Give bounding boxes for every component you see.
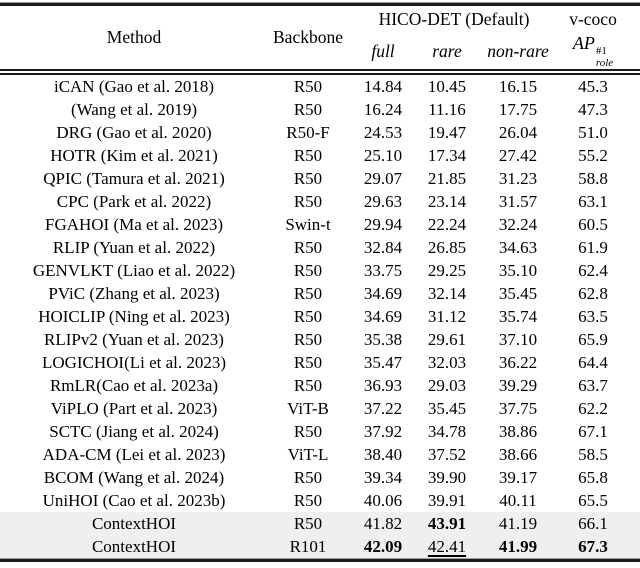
table-header <box>0 6 640 72</box>
full-cell: 16.24 <box>363 100 403 120</box>
backbone-cell: R50 <box>293 261 323 281</box>
table-row <box>0 512 640 535</box>
full-cell: 42.09 <box>363 537 403 557</box>
nonrare-cell: 40.11 <box>499 491 537 511</box>
nonrare-cell: 41.99 <box>498 537 538 557</box>
method-cell: RLIP (Yuan et al. 2022) <box>52 238 216 258</box>
column-header-backbone: Backbone <box>268 6 348 72</box>
full-cell: 34.69 <box>363 284 403 304</box>
nonrare-cell: 27.42 <box>498 146 538 166</box>
nonrare-cell: 35.74 <box>498 307 538 327</box>
column-header-ap-role <box>560 33 640 72</box>
vcoco-cell: 65.9 <box>578 330 608 350</box>
nonrare-cell: 37.75 <box>498 399 538 419</box>
vcoco-cell: 58.8 <box>578 169 608 189</box>
nonrare-cell: 38.66 <box>498 445 538 465</box>
vcoco-cell: 45.3 <box>578 77 608 97</box>
vcoco-cell: 65.8 <box>578 468 608 488</box>
column-header-nonrare: non-rare <box>476 33 560 72</box>
method-cell: iCAN (Gao et al. 2018) <box>53 77 215 97</box>
rare-cell: 26.85 <box>427 238 467 258</box>
rare-cell: 34.78 <box>427 422 467 442</box>
nonrare-cell: 41.19 <box>498 514 538 534</box>
table-row <box>0 72 640 98</box>
method-cell: DRG (Gao et al. 2020) <box>56 123 212 143</box>
backbone-cell: R50 <box>293 514 323 534</box>
nonrare-cell: 16.15 <box>498 77 538 97</box>
backbone-cell: R50 <box>293 491 323 511</box>
rare-cell: 43.91 <box>427 514 467 534</box>
table-row <box>0 305 640 328</box>
backbone-cell: R50 <box>293 192 323 212</box>
nonrare-cell: 35.45 <box>498 284 538 304</box>
rare-cell: 39.90 <box>427 468 467 488</box>
full-cell: 36.93 <box>363 376 403 396</box>
full-cell: 40.06 <box>363 491 403 511</box>
method-cell: QPIC (Tamura et al. 2021) <box>43 169 225 189</box>
method-cell: HOTR (Kim et al. 2021) <box>50 146 218 166</box>
nonrare-cell: 36.22 <box>498 353 538 373</box>
vcoco-cell: 62.2 <box>578 399 608 419</box>
rare-cell: 32.14 <box>427 284 467 304</box>
method-cell: GENVLKT (Liao et al. 2022) <box>32 261 236 281</box>
table-row <box>0 397 640 420</box>
backbone-cell: R50 <box>293 146 323 166</box>
full-cell: 34.69 <box>363 307 403 327</box>
method-cell: UniHOI (Cao et al. 2023b) <box>42 491 226 511</box>
table-row <box>0 443 640 466</box>
backbone-cell: R50-F <box>286 123 330 143</box>
table-body <box>0 72 640 558</box>
table-row <box>0 535 640 558</box>
vcoco-cell: 63.5 <box>578 307 608 327</box>
nonrare-cell: 31.23 <box>498 169 538 189</box>
nonrare-cell: 37.10 <box>498 330 538 350</box>
backbone-cell: ViT-L <box>287 445 329 465</box>
backbone-cell: R50 <box>293 376 323 396</box>
rare-cell: 11.16 <box>428 100 466 120</box>
full-cell: 37.22 <box>363 399 403 419</box>
backbone-cell: R50 <box>293 100 323 120</box>
results-table <box>0 6 640 558</box>
vcoco-cell: 62.8 <box>578 284 608 304</box>
backbone-cell: Swin-t <box>285 215 331 235</box>
vcoco-cell: 60.5 <box>578 215 608 235</box>
method-cell: CPC (Park et al. 2022) <box>56 192 212 212</box>
rare-cell: 10.45 <box>427 77 467 97</box>
column-header-method: Method <box>0 6 268 72</box>
full-cell: 24.53 <box>363 123 403 143</box>
full-cell: 32.84 <box>363 238 403 258</box>
table-row <box>0 328 640 351</box>
backbone-cell: R50 <box>293 284 323 304</box>
vcoco-cell: 66.1 <box>578 514 608 534</box>
backbone-cell: R50 <box>293 238 323 258</box>
full-cell: 35.38 <box>363 330 403 350</box>
vcoco-cell: 58.5 <box>578 445 608 465</box>
vcoco-cell: 62.4 <box>578 261 608 281</box>
vcoco-cell: 65.5 <box>578 491 608 511</box>
method-cell: PViC (Zhang et al. 2023) <box>48 284 220 304</box>
rare-cell: 29.61 <box>427 330 467 350</box>
vcoco-cell: 64.4 <box>578 353 608 373</box>
table-row <box>0 144 640 167</box>
vcoco-cell: 67.3 <box>578 537 608 557</box>
full-cell: 37.92 <box>363 422 403 442</box>
rare-cell: 37.52 <box>427 445 467 465</box>
method-cell: LOGICHOI(Li et al. 2023) <box>41 353 227 373</box>
rare-cell: 21.85 <box>427 169 467 189</box>
method-cell: HOICLIP (Ning et al. 2023) <box>38 307 230 327</box>
column-header-rare: rare <box>418 33 476 72</box>
table-row <box>0 190 640 213</box>
full-cell: 29.63 <box>363 192 403 212</box>
rare-cell: 22.24 <box>427 215 467 235</box>
backbone-cell: R50 <box>293 77 323 97</box>
backbone-cell: R50 <box>293 468 323 488</box>
full-cell: 29.07 <box>363 169 403 189</box>
vcoco-cell: 51.0 <box>578 123 608 143</box>
full-cell: 41.82 <box>363 514 403 534</box>
table-row <box>0 167 640 190</box>
vcoco-cell: 55.2 <box>578 146 608 166</box>
method-cell: ContextHOI <box>91 514 177 534</box>
rare-cell: 31.12 <box>427 307 467 327</box>
table-row <box>0 121 640 144</box>
full-cell: 25.10 <box>363 146 403 166</box>
full-cell: 33.75 <box>363 261 403 281</box>
backbone-cell: R50 <box>293 422 323 442</box>
nonrare-cell: 38.86 <box>498 422 538 442</box>
table-row <box>0 351 640 374</box>
full-cell: 38.40 <box>363 445 403 465</box>
table-row <box>0 259 640 282</box>
rare-cell: 39.91 <box>427 491 467 511</box>
nonrare-cell: 31.57 <box>498 192 538 212</box>
rare-cell: 19.47 <box>427 123 467 143</box>
column-group-hico-det: HICO-DET (Default) <box>378 9 530 29</box>
full-cell: 39.34 <box>363 468 403 488</box>
table-row <box>0 98 640 121</box>
rare-cell: 32.03 <box>427 353 467 373</box>
table-row <box>0 489 640 512</box>
vcoco-cell: 47.3 <box>578 100 608 120</box>
nonrare-cell: 26.04 <box>498 123 538 143</box>
header-group-row <box>0 6 640 33</box>
backbone-cell: R50 <box>293 307 323 327</box>
vcoco-cell: 61.9 <box>578 238 608 258</box>
vcoco-cell: 67.1 <box>578 422 608 442</box>
backbone-cell: R101 <box>289 537 327 557</box>
ap-subscript: role <box>595 56 614 69</box>
column-header-full: full <box>348 33 418 72</box>
backbone-cell: R50 <box>293 169 323 189</box>
table-row <box>0 374 640 397</box>
ap-role-notation: AP #1 role <box>572 33 614 69</box>
ap-superscript: #1 <box>595 45 607 57</box>
vcoco-cell: 63.7 <box>578 376 608 396</box>
backbone-cell: R50 <box>293 353 323 373</box>
rare-cell: 17.34 <box>427 146 467 166</box>
table-row <box>0 282 640 305</box>
method-cell: RmLR(Cao et al. 2023a) <box>49 376 219 396</box>
table-bottom-rule <box>0 558 640 562</box>
vcoco-cell: 63.1 <box>578 192 608 212</box>
nonrare-cell: 34.63 <box>498 238 538 258</box>
backbone-cell: ViT-B <box>287 399 329 419</box>
full-cell: 35.47 <box>363 353 403 373</box>
nonrare-cell: 39.17 <box>498 468 538 488</box>
full-cell: 14.84 <box>363 77 403 97</box>
method-cell: ADA-CM (Lei et al. 2023) <box>42 445 226 465</box>
full-cell: 29.94 <box>363 215 403 235</box>
nonrare-cell: 17.75 <box>498 100 538 120</box>
table-row <box>0 420 640 443</box>
nonrare-cell: 32.24 <box>498 215 538 235</box>
rare-cell: 35.45 <box>427 399 467 419</box>
method-cell: (Wang et al. 2019) <box>70 100 198 120</box>
method-cell: BCOM (Wang et al. 2024) <box>43 468 225 488</box>
table-row <box>0 236 640 259</box>
rare-cell: 29.25 <box>427 261 467 281</box>
method-cell: ContextHOI <box>91 537 177 557</box>
method-cell: ViPLO (Part et al. 2023) <box>50 399 218 419</box>
method-cell: SCTC (Jiang et al. 2024) <box>49 422 219 442</box>
column-group-vcoco: v-coco <box>569 9 617 29</box>
rare-cell: 42.41 <box>427 537 467 557</box>
table-row <box>0 213 640 236</box>
method-cell: RLIPv2 (Yuan et al. 2023) <box>44 330 224 350</box>
rare-cell: 29.03 <box>427 376 467 396</box>
nonrare-cell: 39.29 <box>498 376 538 396</box>
nonrare-cell: 35.10 <box>498 261 538 281</box>
method-cell: FGAHOI (Ma et al. 2023) <box>45 215 223 235</box>
table-row <box>0 466 640 489</box>
backbone-cell: R50 <box>293 330 323 350</box>
rare-cell: 23.14 <box>427 192 467 212</box>
